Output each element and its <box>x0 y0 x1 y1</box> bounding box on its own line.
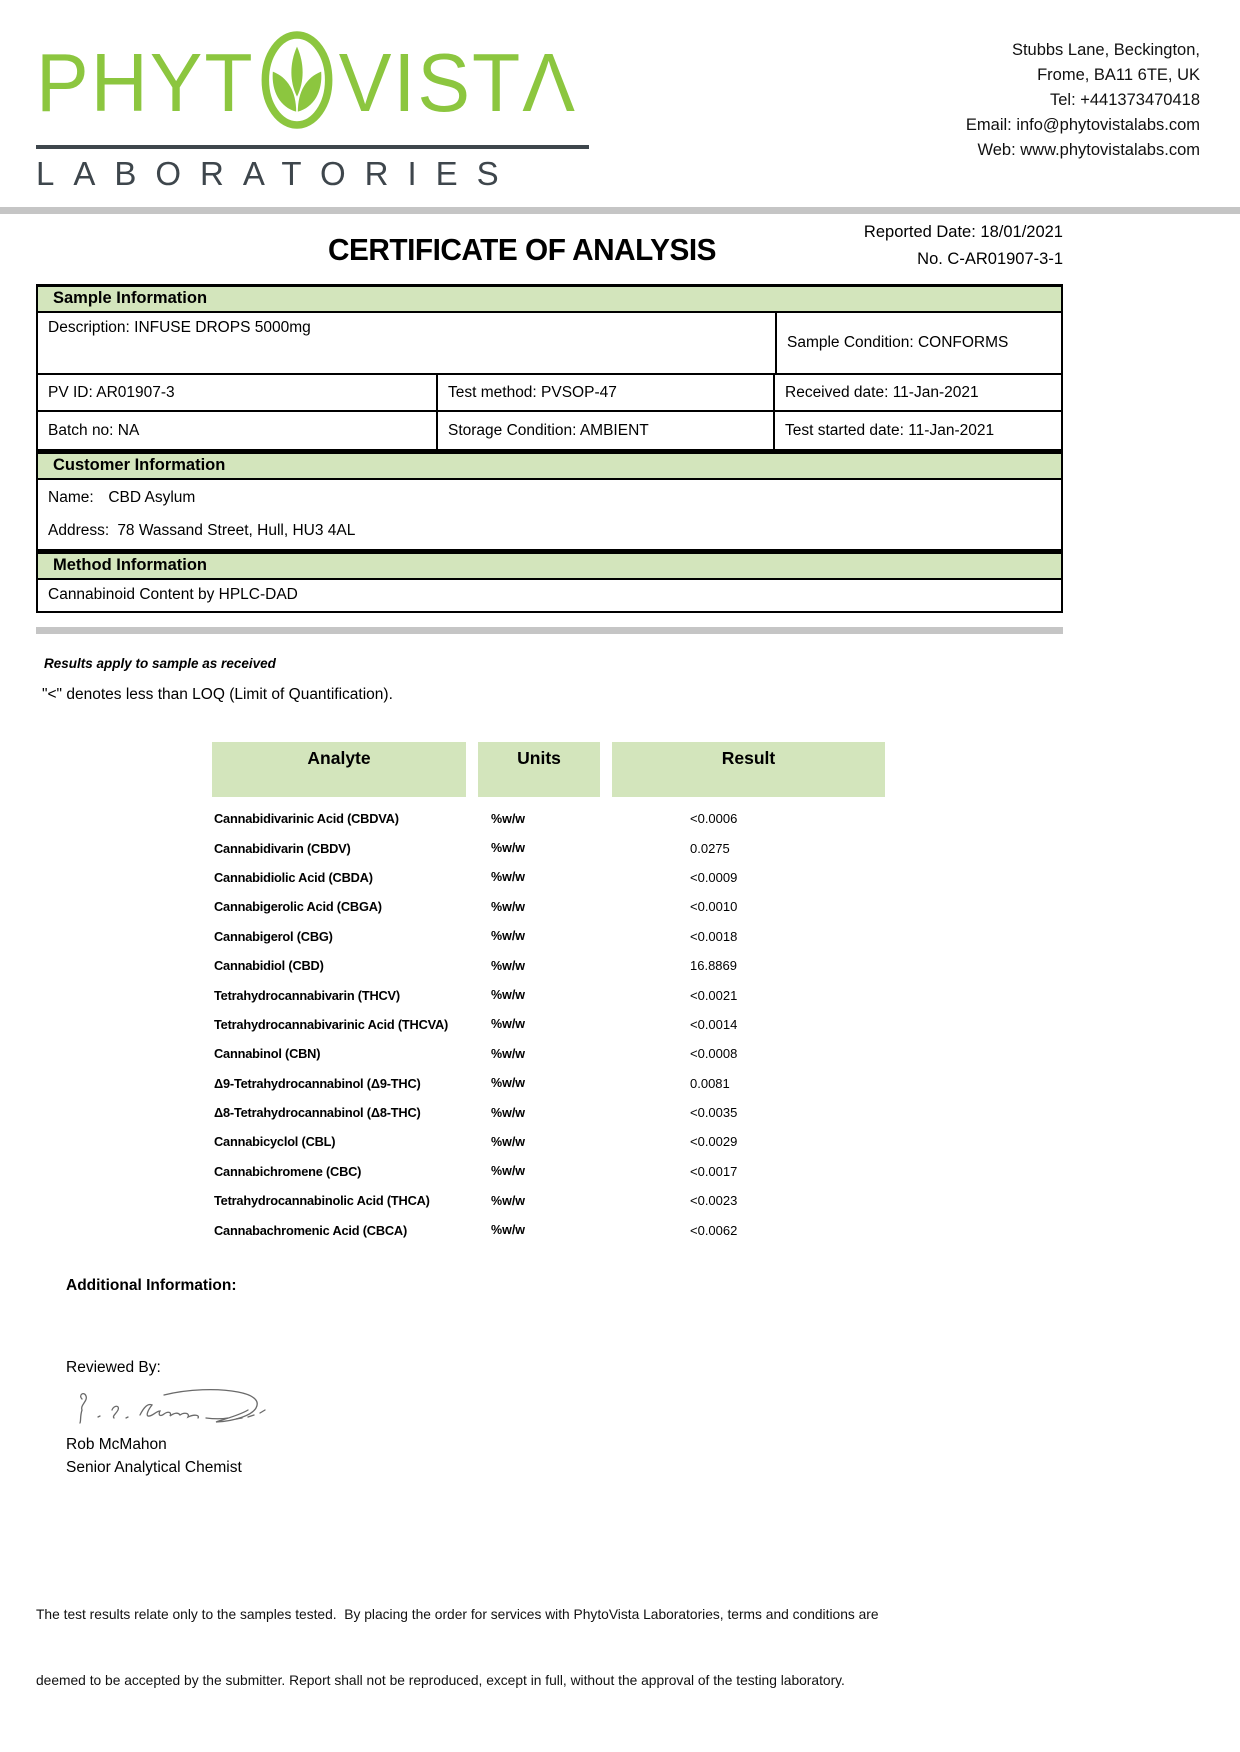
row-analyte: Tetrahydrocannabivarinic Acid (THCVA) <box>214 1016 449 1032</box>
logo-divider-line <box>36 145 589 149</box>
contact-email: Email: info@phytovistalabs.com <box>965 116 1200 134</box>
report-number: No. C-AR01907-3-1 <box>917 250 1063 268</box>
row-result: <0.0008 <box>690 1046 738 1062</box>
row-result: <0.0006 <box>690 811 738 827</box>
test-method: Test method: PVSOP-47 <box>438 375 775 410</box>
sample-row-2 <box>38 412 1061 449</box>
row-analyte: Cannabidiol (CBD) <box>214 958 324 974</box>
page-title: CERTIFICATE OF ANALYSIS <box>328 232 716 267</box>
table-row <box>212 1039 885 1068</box>
row-units: %w/w <box>491 870 526 885</box>
table-row <box>212 1215 885 1244</box>
reviewer-name: Rob McMahon <box>66 1435 167 1453</box>
table-row <box>212 1127 885 1156</box>
contact-tel: Tel: +441373470418 <box>1049 91 1200 109</box>
header-result: Result <box>612 742 885 797</box>
pv-id: PV ID: AR01907-3 <box>38 375 438 410</box>
sample-information-heading: Sample Information <box>38 287 1061 313</box>
row-analyte: Tetrahydrocannabivarin (THCV) <box>214 987 400 1003</box>
contact-web: Web: www.phytovistalabs.com <box>977 141 1200 159</box>
table-row <box>212 1069 885 1098</box>
title-row <box>36 214 1063 284</box>
row-analyte: Cannabigerolic Acid (CBGA) <box>214 899 382 915</box>
table-row <box>212 951 885 980</box>
footer-line1: The test results relate only to the samples tested. By placing the order for services with PhytoVista Laboratories, terms and conditions are <box>36 1607 879 1622</box>
header-units: Units <box>478 742 600 797</box>
row-analyte: Cannabidivarinic Acid (CBDVA) <box>214 811 399 827</box>
row-analyte: Cannabidiolic Acid (CBDA) <box>214 869 373 885</box>
row-units: %w/w <box>491 988 526 1003</box>
row-result: <0.0021 <box>690 987 738 1003</box>
contact-address-line1: Stubbs Lane, Beckington, <box>1011 41 1200 59</box>
sample-row-1 <box>38 375 1061 412</box>
row-analyte: Δ9-Tetrahydrocannabinol (Δ9-THC) <box>214 1075 421 1091</box>
sample-description: Description: INFUSE DROPS 5000mg <box>38 313 777 373</box>
row-units: %w/w <box>491 1046 526 1061</box>
row-units: %w/w <box>491 1017 526 1032</box>
customer-details <box>38 480 1061 549</box>
received-date: Received date: 11-Jan-2021 <box>785 383 979 401</box>
logo-subtitle: LABORATORIES <box>36 155 518 192</box>
sample-information-section <box>36 284 1063 451</box>
table-row <box>212 833 885 862</box>
row-result: <0.0017 <box>690 1163 738 1179</box>
row-analyte: Cannabidivarin (CBDV) <box>214 840 351 856</box>
reviewed-by-label: Reviewed By: <box>66 1358 161 1376</box>
loq-note: "<" denotes less than LOQ (Limit of Quantification). <box>42 686 393 703</box>
row-result: <0.0014 <box>690 1016 738 1032</box>
table-row <box>212 863 885 892</box>
row-analyte: Cannabachromenic Acid (CBCA) <box>214 1222 408 1238</box>
row-units: %w/w <box>491 958 526 973</box>
info-sections <box>36 284 1063 613</box>
additional-information-label: Additional Information: <box>66 1276 237 1294</box>
table-row <box>212 1186 885 1215</box>
results-rows <box>212 804 885 1245</box>
row-result: <0.0062 <box>690 1222 738 1238</box>
customer-address-label: Address: <box>48 522 110 539</box>
method-information-section <box>36 551 1063 613</box>
customer-address: 78 Wassand Street, Hull, HU3 4AL <box>117 522 356 539</box>
row-result: <0.0009 <box>690 869 738 885</box>
results-table-header <box>212 742 885 797</box>
logo-wordmark-left: PHYT <box>36 36 255 129</box>
table-row <box>212 804 885 833</box>
row-units: %w/w <box>491 1105 526 1120</box>
row-units: %w/w <box>491 1164 526 1179</box>
row-units: %w/w <box>491 841 526 856</box>
row-units: %w/w <box>491 929 526 944</box>
sample-description-row <box>38 313 1061 375</box>
results-apply-note: Results apply to sample as received <box>44 656 276 671</box>
customer-information-section <box>36 451 1063 551</box>
table-row <box>212 892 885 921</box>
row-units: %w/w <box>491 1193 526 1208</box>
row-analyte: Cannabichromene (CBC) <box>214 1163 362 1179</box>
row-analyte: Cannabigerol (CBG) <box>214 928 333 944</box>
reviewer-title: Senior Analytical Chemist <box>66 1458 242 1476</box>
footer-disclaimer <box>36 1560 1206 1736</box>
sample-condition: Sample Condition: CONFORMS <box>787 334 1009 351</box>
row-units: %w/w <box>491 1076 526 1091</box>
row-analyte: Tetrahydrocannabinolic Acid (THCA) <box>214 1193 430 1209</box>
row-units: %w/w <box>491 1134 526 1149</box>
row-result: 0.0275 <box>690 840 730 856</box>
signature-image <box>68 1383 283 1431</box>
customer-name-label: Name: <box>48 489 94 506</box>
reported-date: Reported Date: 18/01/2021 <box>863 223 1063 241</box>
table-row <box>212 980 885 1009</box>
table-row <box>212 1010 885 1039</box>
row-result: <0.0018 <box>690 928 738 944</box>
row-units: %w/w <box>491 1223 526 1238</box>
table-row <box>212 1157 885 1186</box>
table-row <box>212 1098 885 1127</box>
test-started-date: Test started date: 11-Jan-2021 <box>785 421 995 439</box>
method-name: Cannabinoid Content by HPLC-DAD <box>48 586 298 603</box>
page-header <box>0 0 1240 193</box>
row-result: <0.0035 <box>690 1105 738 1121</box>
report-meta <box>864 219 1063 273</box>
row-analyte: Δ8-Tetrahydrocannabinol (Δ8-THC) <box>214 1105 421 1121</box>
logo-wordmark <box>36 30 596 135</box>
row-result: 16.8869 <box>690 958 737 974</box>
footer-line2: deemed to be accepted by the submitter. Report shall not be reproduced, except in full, without the approval of the testing laboratory. <box>36 1673 845 1688</box>
batch-no: Batch no: NA <box>38 412 438 449</box>
customer-address-line <box>48 522 1051 540</box>
contact-address-line2: Frome, BA11 6TE, UK <box>1037 66 1200 84</box>
storage-condition: Storage Condition: AMBIENT <box>438 412 775 449</box>
row-units: %w/w <box>491 899 526 914</box>
customer-name-line <box>48 489 1051 507</box>
header-divider <box>0 207 1240 214</box>
row-units: %w/w <box>491 811 526 826</box>
row-result: 0.0081 <box>690 1075 730 1091</box>
section-divider <box>36 627 1063 634</box>
customer-information-heading: Customer Information <box>38 454 1061 480</box>
row-result: <0.0029 <box>690 1134 738 1150</box>
row-result: <0.0023 <box>690 1193 738 1209</box>
table-row <box>212 922 885 951</box>
customer-name: CBD Asylum <box>108 489 196 506</box>
phytovista-logo <box>36 30 596 193</box>
review-block <box>66 1359 1240 1479</box>
leaf-icon <box>259 30 335 135</box>
row-analyte: Cannabinol (CBN) <box>214 1046 321 1062</box>
lab-contact-block <box>966 30 1200 163</box>
row-analyte: Cannabicyclol (CBL) <box>214 1134 336 1150</box>
logo-wordmark-right: VISTΛ <box>338 36 578 129</box>
results-table <box>212 742 885 1245</box>
header-analyte: Analyte <box>212 742 466 797</box>
method-information-heading: Method Information <box>38 554 1061 580</box>
row-result: <0.0010 <box>690 899 738 915</box>
